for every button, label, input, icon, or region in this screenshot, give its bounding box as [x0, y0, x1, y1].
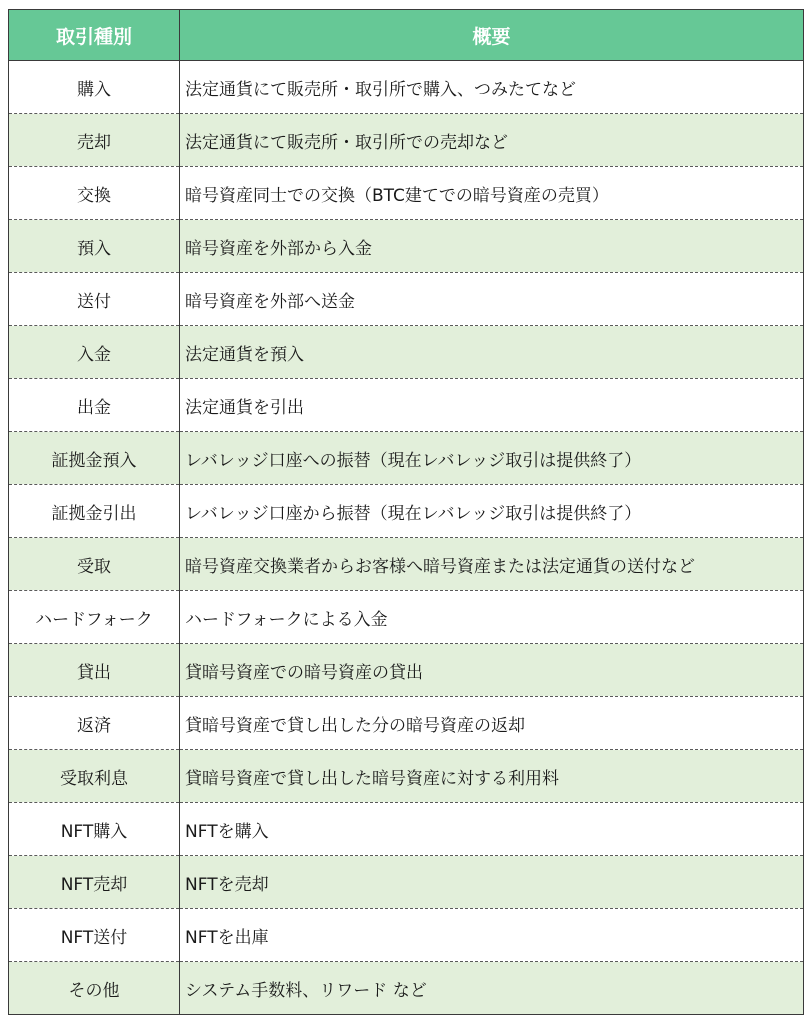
summary-cell: 貸暗号資産で貸し出した分の暗号資産の返却 [180, 697, 804, 750]
summary-cell: レバレッジ口座への振替（現在レバレッジ取引は提供終了） [180, 432, 804, 485]
transaction-type-cell: 証拠金引出 [9, 485, 180, 538]
header-transaction-type: 取引種別 [9, 10, 180, 61]
transaction-type-cell: 受取 [9, 538, 180, 591]
transaction-type-cell: 交換 [9, 167, 180, 220]
summary-cell: 暗号資産交換業者からお客様へ暗号資産または法定通貨の送付など [180, 538, 804, 591]
transaction-type-table-container [8, 9, 804, 1015]
summary-cell: NFTを出庫 [180, 909, 804, 962]
summary-cell: 法定通貨にて販売所・取引所での売却など [180, 114, 804, 167]
transaction-type-cell: 出金 [9, 379, 180, 432]
transaction-type-cell: 受取利息 [9, 750, 180, 803]
table-row [9, 750, 804, 803]
transaction-type-cell: その他 [9, 962, 180, 1015]
table-row [9, 803, 804, 856]
table-row [9, 326, 804, 379]
transaction-type-table [8, 9, 804, 1015]
table-header-row [9, 10, 804, 61]
table-row [9, 61, 804, 114]
transaction-type-cell: 貸出 [9, 644, 180, 697]
summary-cell: 貸暗号資産で貸し出した暗号資産に対する利用料 [180, 750, 804, 803]
table-row [9, 962, 804, 1015]
table-row [9, 167, 804, 220]
transaction-type-cell: 返済 [9, 697, 180, 750]
summary-cell: システム手数料、リワード など [180, 962, 804, 1015]
summary-cell: 暗号資産を外部へ送金 [180, 273, 804, 326]
summary-cell: 法定通貨を引出 [180, 379, 804, 432]
header-summary: 概要 [180, 10, 804, 61]
table-row [9, 485, 804, 538]
table-row [9, 644, 804, 697]
table-row [9, 273, 804, 326]
transaction-type-cell: NFT売却 [9, 856, 180, 909]
transaction-type-cell: 入金 [9, 326, 180, 379]
table-row [9, 538, 804, 591]
summary-cell: ハードフォークによる入金 [180, 591, 804, 644]
table-row [9, 220, 804, 273]
transaction-type-cell: 証拠金預入 [9, 432, 180, 485]
transaction-type-cell: NFT送付 [9, 909, 180, 962]
table-row [9, 114, 804, 167]
transaction-type-cell: 預入 [9, 220, 180, 273]
table-row [9, 591, 804, 644]
summary-cell: 暗号資産を外部から入金 [180, 220, 804, 273]
table-row [9, 697, 804, 750]
transaction-type-cell: 購入 [9, 61, 180, 114]
summary-cell: レバレッジ口座から振替（現在レバレッジ取引は提供終了） [180, 485, 804, 538]
summary-cell: 貸暗号資産での暗号資産の貸出 [180, 644, 804, 697]
transaction-type-cell: 送付 [9, 273, 180, 326]
table-row [9, 856, 804, 909]
summary-cell: 暗号資産同士での交換（BTC建てでの暗号資産の売買） [180, 167, 804, 220]
summary-cell: NFTを売却 [180, 856, 804, 909]
table-row [9, 432, 804, 485]
transaction-type-cell: ハードフォーク [9, 591, 180, 644]
summary-cell: 法定通貨にて販売所・取引所で購入、つみたてなど [180, 61, 804, 114]
transaction-type-cell: NFT購入 [9, 803, 180, 856]
summary-cell: NFTを購入 [180, 803, 804, 856]
summary-cell: 法定通貨を預入 [180, 326, 804, 379]
table-row [9, 909, 804, 962]
table-row [9, 379, 804, 432]
transaction-type-cell: 売却 [9, 114, 180, 167]
